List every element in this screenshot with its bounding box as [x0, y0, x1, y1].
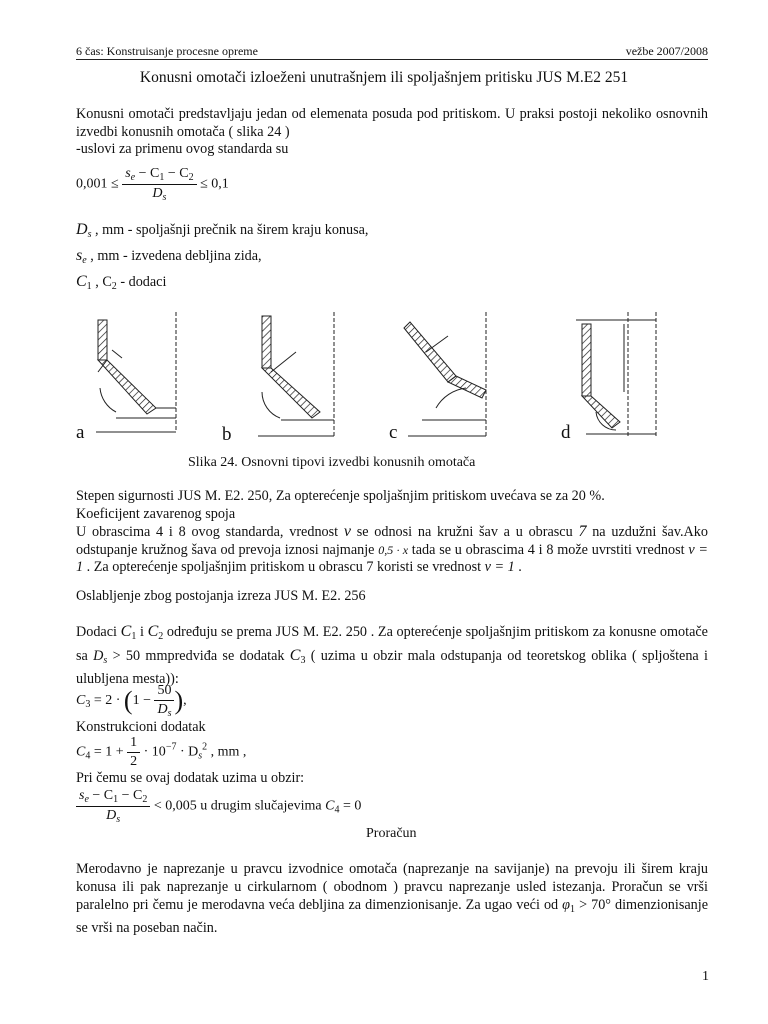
weld-coefficient-text: U obrascima 4 i 8 ovog standarda, vrednost ν se odnosi na kružni šav a u obrascu 7 na uzdužni šav.Ako odstupanje kružnog šava od prevoja iznosi najmanje 0,5 · x tada se u obrascima 4 i 8 može uvrstiti vrednost ν = 1 . Za opterećenje spoljašnjim pritiskom u obrascu 7 koristi se vrednost ν = 1 .: [76, 523, 708, 575]
final-paragraph: Merodavno je naprezanje u pravcu izvodnice omotača (naprezanje na savijanje) na prevoju ili širem kraju konusa ili pak naprezanje u cirkularnom ( obodnom ) pravcu naprezanje usled istezanja. Proračun se vrši paralelno pri čemu je merodavna veća debljina za dimenzionisanje. Za ugao veći od $\varphi_1 > 70^\circ$ dimenzionisanje se vrši na poseban način.: [76, 861, 708, 936]
figure-d-drawing: [576, 312, 656, 438]
safety-factor-text: Stepen sigurnosti JUS M. E2. 250, Za opterećenje spoljašnjim pritiskom uvećava se za 20 %.: [76, 488, 605, 504]
condition-upper: ≤ 0,1: [200, 176, 229, 192]
weakening-text: Oslabljenje zbog postojanja izreza JUS M. E2. 256: [76, 588, 366, 604]
header-right: vežbe 2007/2008: [625, 44, 708, 58]
weld-coefficient-heading: Koeficijent zavarenog spoja: [76, 505, 236, 522]
safety-paragraph: [76, 488, 708, 577]
page-number: 1: [702, 969, 709, 984]
figure-a-drawing: [96, 312, 176, 432]
c3-formula: $C_3 = 2 \cdot (1$ − $\frac{50}{D_s}$ ),: [76, 683, 187, 719]
figure-c-drawing: [404, 312, 486, 436]
figure-label-b: b: [222, 424, 232, 445]
definition-ds: $D_s$ , mm - spoljašnji prečnik na širem kraju konusa,: [76, 221, 369, 240]
condition-fraction: $\frac{s_e - C_1 - C_2}{D_s}$: [122, 166, 196, 203]
definition-se: $s_e$ , mm - izvedena debljina zida,: [76, 247, 262, 266]
c4-condition: $\frac{s_e - C_1 - C_2}{D_s}$ < 0,005 u drugim slučajevima $C_4 = 0$: [76, 788, 361, 825]
intro-text: Konusni omotači predstavljaju jedan od elemenata posuda pod pritiskom. U praksi postoji nekoliko osnovnih izvedbi konusnih omotača ( slika 24 ): [76, 106, 708, 140]
figure-label-a: a: [76, 422, 85, 443]
c4-formula: $C_4 = 1$ + $\frac{1}{2}$ · $10^{-7} \cdot D_s^2$ , mm ,: [76, 735, 247, 769]
figure-label-d: d: [561, 422, 571, 443]
page-title: Konusni omotači izloeženi unutrašnjem ili spoljašnjem pritisku JUS M.E2 251: [139, 69, 629, 86]
definition-c: $C_1$ , $C_2$ - dodaci: [76, 273, 167, 292]
section-heading-proracun: Proračun: [366, 826, 417, 841]
figure-label-c: c: [389, 422, 398, 443]
additions-paragraph: Dodaci $C_1$ i $C_2$ određuju se prema JUS M. E2. 250 . Za opterećenje spoljašnjim pritiskom za konusne omotače sa $D_s > 50$ mmpredviđa se dodatak $C_3$ ( uzima u obzir mala odstupanja od teoretskog oblika ( spljoštena i ulubljena mesta)):: [76, 623, 708, 687]
header-rule: [76, 59, 708, 60]
consider-text: Pri čemu se ovaj dodatak uzima u obzir:: [76, 770, 305, 786]
condition-formula: [76, 166, 229, 203]
condition-lower: 0,001 ≤: [76, 176, 119, 192]
intro-paragraph: [76, 106, 708, 159]
figure-b-drawing: [258, 312, 334, 436]
figure-caption: Slika 24. Osnovni tipovi izvedbi konusnih omotača: [188, 455, 476, 470]
conditions-intro: -uslovi za primenu ovog standarda su: [76, 141, 289, 157]
header-left: 6 čas: Konstruisanje procesne opreme: [76, 44, 258, 58]
definitions: [76, 219, 708, 297]
construction-heading: Konstrukcioni dodatak: [76, 719, 206, 735]
